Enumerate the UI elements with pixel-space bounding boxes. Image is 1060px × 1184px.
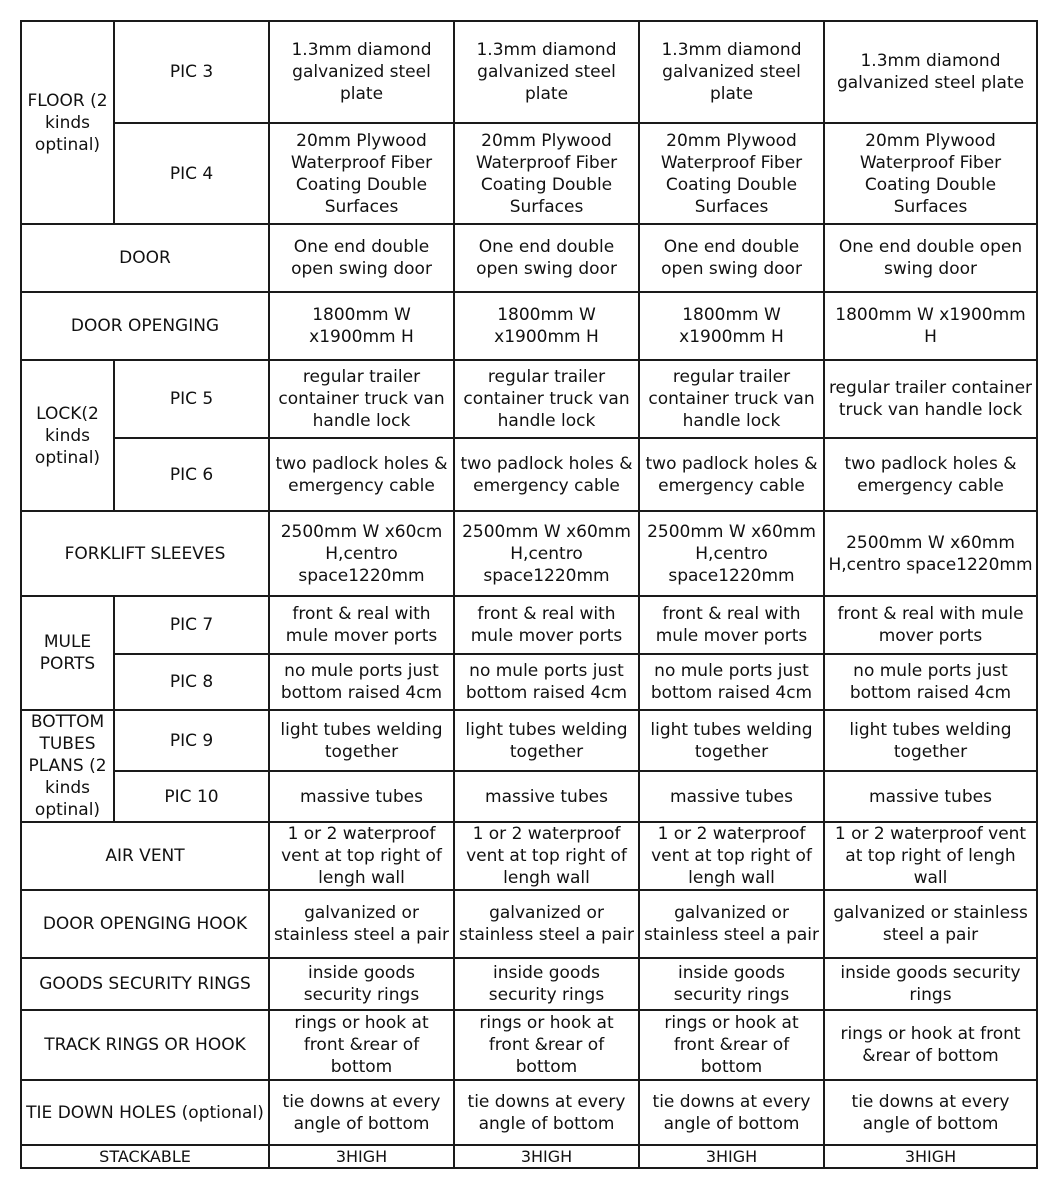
spec-table	[20, 20, 1038, 1169]
table-row	[21, 958, 1037, 1010]
table-row	[21, 1145, 1037, 1168]
table-cell: two padlock holes & emergency cable	[639, 438, 824, 511]
table-cell: 1 or 2 waterproof vent at top right of lengh wall	[824, 822, 1037, 890]
table-row	[21, 360, 1037, 438]
table-cell: two padlock holes & emergency cable	[269, 438, 454, 511]
table-row	[21, 511, 1037, 596]
table-cell: 2500mm W x60cm H,centro space1220mm	[269, 511, 454, 596]
table-cell: light tubes welding together	[269, 710, 454, 771]
table-cell: tie downs at every angle of bottom	[824, 1080, 1037, 1145]
table-cell: two padlock holes & emergency cable	[824, 438, 1037, 511]
table-cell: no mule ports just bottom raised 4cm	[639, 654, 824, 710]
row-label: PIC 5	[114, 360, 269, 438]
table-row	[21, 710, 1037, 771]
table-cell: tie downs at every angle of bottom	[269, 1080, 454, 1145]
table-row	[21, 21, 1037, 123]
table-row	[21, 771, 1037, 822]
table-cell: massive tubes	[269, 771, 454, 822]
table-cell: front & real with mule mover ports	[824, 596, 1037, 654]
table-row	[21, 1010, 1037, 1080]
table-cell: massive tubes	[639, 771, 824, 822]
table-cell: 20mm Plywood Waterproof Fiber Coating Double Surfaces	[269, 123, 454, 224]
table-cell: 1800mm W x1900mm H	[824, 292, 1037, 360]
table-cell: rings or hook at front &rear of bottom	[269, 1010, 454, 1080]
table-cell: 1.3mm diamond galvanized steel plate	[269, 21, 454, 123]
table-cell: 3HIGH	[639, 1145, 824, 1168]
table-cell: regular trailer container truck van handle lock	[639, 360, 824, 438]
row-label: PIC 9	[114, 710, 269, 771]
row-label: PIC 6	[114, 438, 269, 511]
table-cell: front & real with mule mover ports	[454, 596, 639, 654]
table-cell: no mule ports just bottom raised 4cm	[824, 654, 1037, 710]
table-row	[21, 822, 1037, 890]
table-cell: galvanized or stainless steel a pair	[454, 890, 639, 958]
row-group-mule-ports: MULE PORTS	[21, 596, 114, 710]
table-row	[21, 596, 1037, 654]
table-cell: galvanized or stainless steel a pair	[269, 890, 454, 958]
table-cell: 20mm Plywood Waterproof Fiber Coating Double Surfaces	[639, 123, 824, 224]
table-cell: 1 or 2 waterproof vent at top right of lengh wall	[269, 822, 454, 890]
table-cell: regular trailer container truck van handle lock	[454, 360, 639, 438]
table-row	[21, 224, 1037, 292]
table-cell: light tubes welding together	[639, 710, 824, 771]
table-cell: inside goods security rings	[454, 958, 639, 1010]
table-row	[21, 654, 1037, 710]
table-cell: regular trailer container truck van handle lock	[269, 360, 454, 438]
table-cell: 1.3mm diamond galvanized steel plate	[639, 21, 824, 123]
table-cell: front & real with mule mover ports	[269, 596, 454, 654]
row-label: PIC 4	[114, 123, 269, 224]
table-cell: 1800mm W x1900mm H	[454, 292, 639, 360]
row-label-forklift-sleeves: FORKLIFT SLEEVES	[21, 511, 269, 596]
row-label-tie-down-holes: TIE DOWN HOLES (optional)	[21, 1080, 269, 1145]
table-cell: 2500mm W x60mm H,centro space1220mm	[639, 511, 824, 596]
table-cell: 2500mm W x60mm H,centro space1220mm	[454, 511, 639, 596]
table-cell: 1800mm W x1900mm H	[269, 292, 454, 360]
table-cell: 20mm Plywood Waterproof Fiber Coating Double Surfaces	[454, 123, 639, 224]
row-label: PIC 3	[114, 21, 269, 123]
row-label: PIC 10	[114, 771, 269, 822]
table-cell: 3HIGH	[269, 1145, 454, 1168]
row-label: PIC 7	[114, 596, 269, 654]
table-row	[21, 438, 1037, 511]
row-group-bottom-tubes: BOTTOM TUBES PLANS (2 kinds optinal)	[21, 710, 114, 822]
table-cell: One end double open swing door	[454, 224, 639, 292]
table-cell: massive tubes	[454, 771, 639, 822]
table-cell: 1 or 2 waterproof vent at top right of lengh wall	[639, 822, 824, 890]
table-cell: galvanized or stainless steel a pair	[824, 890, 1037, 958]
row-label-air-vent: AIR VENT	[21, 822, 269, 890]
table-cell: inside goods security rings	[639, 958, 824, 1010]
row-label-goods-security-rings: GOODS SECURITY RINGS	[21, 958, 269, 1010]
table-cell: front & real with mule mover ports	[639, 596, 824, 654]
table-cell: rings or hook at front &rear of bottom	[639, 1010, 824, 1080]
table-row	[21, 123, 1037, 224]
row-label-door-opening: DOOR OPENGING	[21, 292, 269, 360]
table-cell: 1 or 2 waterproof vent at top right of lengh wall	[454, 822, 639, 890]
table-cell: 1800mm W x1900mm H	[639, 292, 824, 360]
table-cell: 1.3mm diamond galvanized steel plate	[824, 21, 1037, 123]
table-cell: no mule ports just bottom raised 4cm	[454, 654, 639, 710]
table-cell: tie downs at every angle of bottom	[454, 1080, 639, 1145]
table-cell: One end double open swing door	[639, 224, 824, 292]
table-cell: light tubes welding together	[454, 710, 639, 771]
table-cell: massive tubes	[824, 771, 1037, 822]
table-cell: inside goods security rings	[269, 958, 454, 1010]
table-cell: One end double open swing door	[269, 224, 454, 292]
row-group-floor: FLOOR (2 kinds optinal)	[21, 21, 114, 224]
table-cell: no mule ports just bottom raised 4cm	[269, 654, 454, 710]
table-cell: tie downs at every angle of bottom	[639, 1080, 824, 1145]
table-cell: galvanized or stainless steel a pair	[639, 890, 824, 958]
table-cell: light tubes welding together	[824, 710, 1037, 771]
table-cell: inside goods security rings	[824, 958, 1037, 1010]
table-cell: rings or hook at front &rear of bottom	[824, 1010, 1037, 1080]
row-label-stackable: STACKABLE	[21, 1145, 269, 1168]
table-cell: One end double open swing door	[824, 224, 1037, 292]
table-cell: 3HIGH	[454, 1145, 639, 1168]
row-group-lock: LOCK(2 kinds optinal)	[21, 360, 114, 511]
table-row	[21, 890, 1037, 958]
table-cell: 1.3mm diamond galvanized steel plate	[454, 21, 639, 123]
table-cell: 3HIGH	[824, 1145, 1037, 1168]
row-label-door-opening-hook: DOOR OPENGING HOOK	[21, 890, 269, 958]
table-cell: 2500mm W x60mm H,centro space1220mm	[824, 511, 1037, 596]
row-label: PIC 8	[114, 654, 269, 710]
table-cell: regular trailer container truck van handle lock	[824, 360, 1037, 438]
table-cell: 20mm Plywood Waterproof Fiber Coating Double Surfaces	[824, 123, 1037, 224]
table-row	[21, 1080, 1037, 1145]
table-cell: two padlock holes & emergency cable	[454, 438, 639, 511]
row-label-track-rings: TRACK RINGS OR HOOK	[21, 1010, 269, 1080]
row-label-door: DOOR	[21, 224, 269, 292]
table-cell: rings or hook at front &rear of bottom	[454, 1010, 639, 1080]
table-row	[21, 292, 1037, 360]
